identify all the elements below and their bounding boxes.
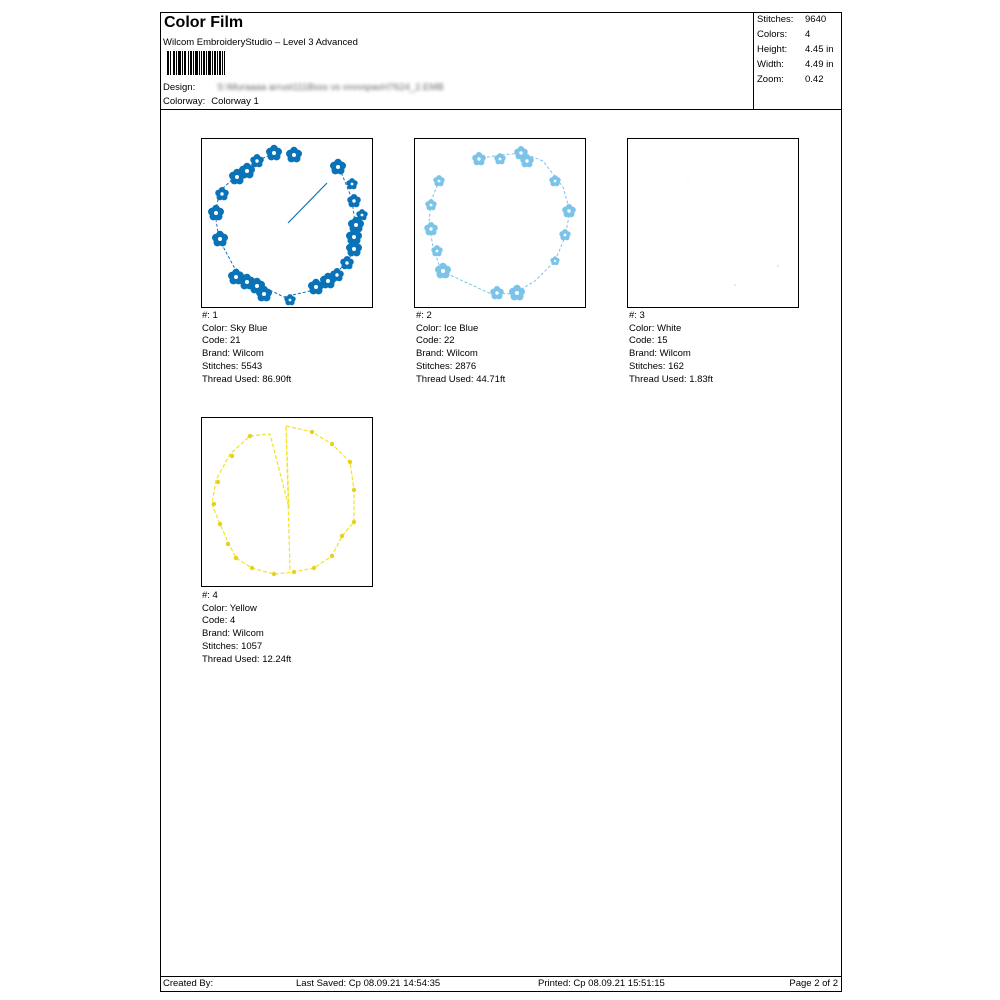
blossom-mark (356, 209, 367, 220)
color-brand: Brand: Wilcom (629, 348, 691, 360)
stat-label: Height: (757, 44, 788, 55)
stitch-dot (348, 460, 352, 464)
stat-value: 0.42 (805, 74, 824, 85)
stitch-dot (312, 566, 316, 570)
yellow-stitches (212, 426, 354, 574)
blossom-mark (284, 294, 295, 305)
embroidery-preview-yellow (202, 418, 372, 586)
blossom-mark (286, 147, 302, 163)
stitch-dot (250, 566, 254, 570)
color-name: Color: Sky Blue (202, 322, 268, 334)
software-name: Wilcom EmbroideryStudio – Level 3 Advanced (163, 37, 358, 48)
color-name: Color: White (629, 322, 682, 334)
blossom-mark (330, 159, 346, 175)
report-title: Color Film (164, 14, 244, 31)
color-stitches: Stitches: 2876 (416, 360, 477, 372)
color-brand: Brand: Wilcom (202, 628, 264, 640)
color-number: #: 1 (202, 310, 218, 321)
stat-value: 4 (805, 29, 811, 40)
stitch-dot (340, 534, 344, 538)
stat-value: 4.49 in (805, 59, 834, 70)
color-code: Code: 4 (202, 615, 236, 627)
stat-value: 4.45 in (805, 44, 834, 55)
stat-label: Colors: (757, 29, 788, 40)
stat-label: Width: (757, 59, 784, 70)
color-number: #: 2 (416, 310, 432, 321)
embroidery-preview-sky-blue (202, 139, 372, 307)
design-label: Design: (163, 82, 196, 93)
printed-date: Printed: Cp 08.09.21 15:51:15 (538, 978, 665, 989)
blossom-mark (425, 199, 436, 210)
page-number: Page 2 of 2 (789, 978, 838, 989)
color-film-page (160, 12, 842, 992)
blossom-mark (433, 175, 444, 186)
blossom-mark (509, 285, 525, 301)
blossom-mark (550, 256, 559, 265)
color-stitches: Stitches: 162 (629, 360, 684, 372)
design-path: S:\Muraaaa arrust111Bsss vs vvvvspaxH7624_2.EMB (217, 82, 444, 93)
stat-height (757, 44, 841, 59)
color-code: Code: 21 (202, 335, 241, 347)
stitch-dot (292, 570, 296, 574)
color-preview-2 (414, 138, 586, 308)
report-header (161, 13, 841, 110)
color-info-2 (416, 310, 505, 386)
sky-blue-blossoms (208, 145, 368, 305)
stitch-dot (218, 522, 222, 526)
stitch-dot (216, 480, 220, 484)
blossom-mark (435, 263, 451, 279)
color-number: #: 4 (202, 590, 218, 601)
stitch-dot (330, 442, 334, 446)
white-stitches (688, 179, 779, 286)
blossom-mark (347, 194, 361, 207)
color-thread-used: Thread Used: 12.24ft (202, 653, 292, 665)
blossom-mark (562, 204, 576, 217)
design-stats (753, 13, 842, 109)
colorway-label: Colorway: (163, 96, 206, 107)
color-name: Color: Yellow (202, 602, 257, 614)
blossom-mark (208, 205, 224, 221)
color-code: Code: 15 (629, 335, 668, 347)
stat-label: Zoom: (757, 74, 784, 85)
embroidery-preview-ice-blue (415, 139, 585, 307)
stitch-dot (212, 502, 216, 506)
blossom-mark (549, 175, 560, 186)
blossom-mark (250, 154, 264, 167)
report-footer (161, 976, 841, 991)
stitch-dot (234, 556, 238, 560)
color-info-4 (202, 590, 291, 666)
last-saved: Last Saved: Cp 08.09.21 14:54:35 (296, 978, 441, 989)
stitch-dot (248, 434, 252, 438)
ice-blue-blossoms (424, 146, 576, 300)
blossom-mark (431, 245, 442, 256)
color-info-1 (202, 310, 291, 386)
color-preview-1 (201, 138, 373, 308)
blossom-mark (472, 152, 486, 165)
colorway-value: Colorway 1 (211, 96, 259, 107)
stitch-dot (272, 572, 276, 576)
stat-colors (757, 29, 841, 44)
color-code: Code: 22 (416, 335, 455, 347)
stitch-dot (352, 520, 356, 524)
stat-stitches (757, 14, 841, 29)
stat-value: 9640 (805, 14, 827, 25)
color-brand: Brand: Wilcom (416, 348, 478, 360)
created-by: Created By: (163, 978, 214, 989)
stitch-dot (226, 542, 230, 546)
blossom-mark (340, 256, 354, 269)
color-stitches: Stitches: 1057 (202, 640, 263, 652)
blossom-mark (490, 286, 504, 299)
stitch-dot (230, 454, 234, 458)
stat-zoom (757, 74, 841, 89)
color-number: #: 3 (629, 310, 645, 321)
stitch-dot (330, 554, 334, 558)
color-thread-used: Thread Used: 86.90ft (202, 373, 292, 385)
stitch-dot (310, 430, 314, 434)
color-preview-3 (627, 138, 799, 308)
stat-width (757, 59, 841, 74)
barcode-icon (167, 51, 225, 75)
blossom-mark (424, 222, 438, 235)
colorway-line (163, 96, 259, 107)
blossom-mark (212, 231, 228, 247)
color-thread-used: Thread Used: 44.71ft (416, 373, 506, 385)
stitch-dot (352, 488, 356, 492)
blossom-mark (266, 145, 282, 161)
blossom-mark (559, 229, 570, 240)
color-info-3 (629, 310, 713, 386)
blossom-mark (330, 268, 344, 281)
color-brand: Brand: Wilcom (202, 348, 264, 360)
blossom-mark (346, 178, 357, 189)
color-name: Color: Ice Blue (416, 322, 479, 334)
color-preview-4 (201, 417, 373, 587)
ice-blue-stitches (429, 153, 570, 294)
color-stitches: Stitches: 5543 (202, 360, 263, 372)
embroidery-preview-white (628, 139, 798, 307)
stat-label: Stitches: (757, 14, 794, 25)
blossom-mark (215, 187, 229, 200)
color-thread-used: Thread Used: 1.83ft (629, 373, 713, 385)
